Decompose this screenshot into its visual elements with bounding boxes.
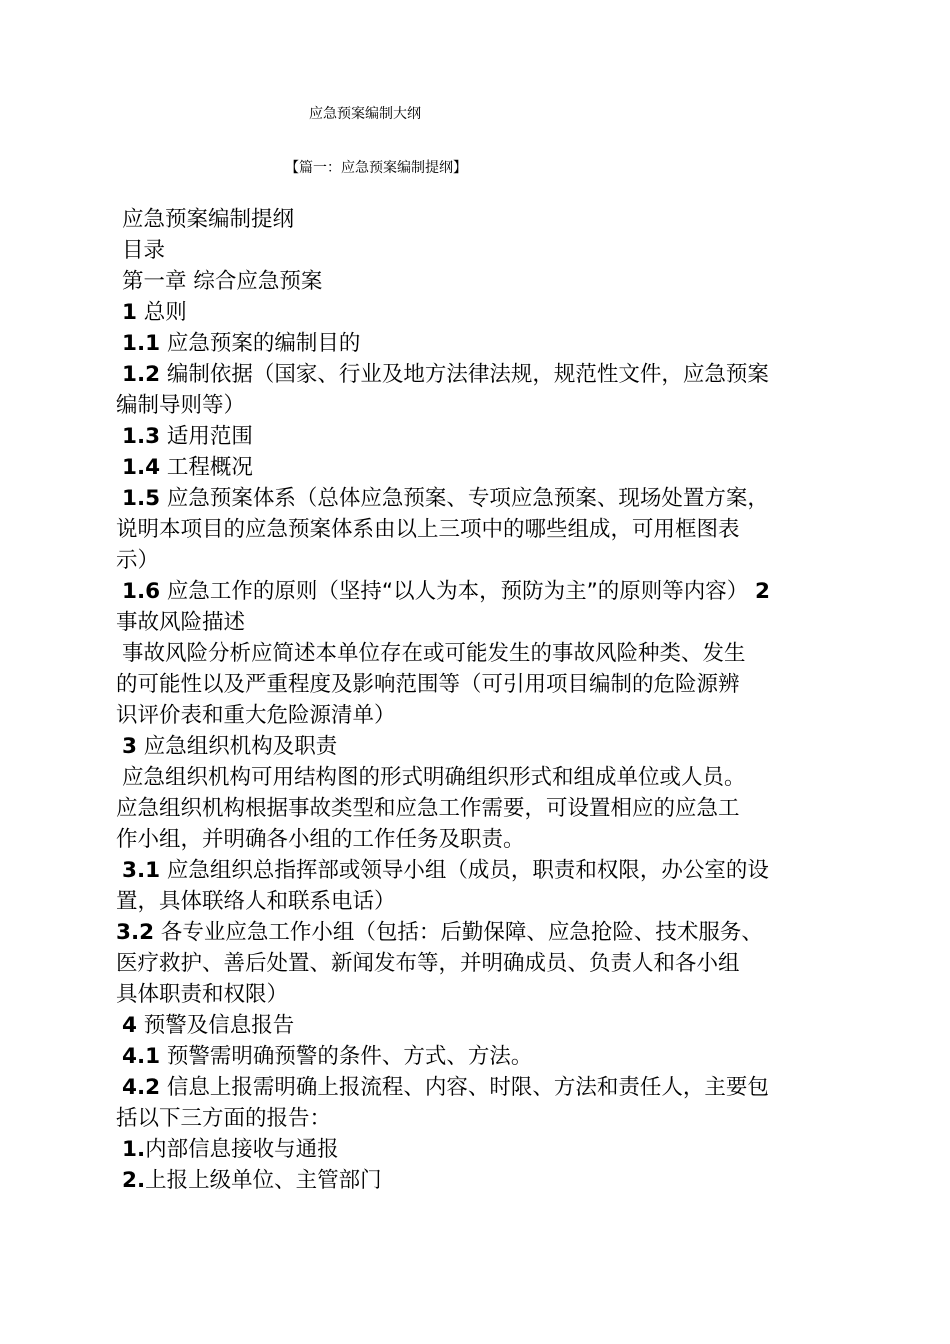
line-text: 目录 bbox=[122, 238, 166, 263]
section-number: 1.3 bbox=[122, 424, 161, 449]
body-line bbox=[116, 545, 838, 576]
body-line bbox=[116, 514, 838, 545]
body-line bbox=[116, 762, 838, 793]
line-text: 识评价表和重大危险源清单） bbox=[116, 703, 396, 728]
section-number: 1 bbox=[122, 300, 137, 325]
body-line bbox=[116, 731, 838, 762]
body-line bbox=[116, 669, 838, 700]
line-text: 应急预案编制提纲 bbox=[122, 207, 295, 232]
line-text: 括以下三方面的报告： bbox=[116, 1106, 332, 1131]
line-text: 内部信息接收与通报 bbox=[145, 1137, 339, 1162]
line-text: 应急组织总指挥部或领导小组（成员，职责和权限，办公室的设 bbox=[160, 858, 769, 883]
body-line bbox=[116, 1072, 838, 1103]
section-number: 3.2 bbox=[116, 920, 155, 945]
line-text: 上报上级单位、主管部门 bbox=[145, 1168, 382, 1193]
section-number: 1.5 bbox=[122, 486, 161, 511]
body-line bbox=[116, 1041, 838, 1072]
body-line bbox=[116, 793, 838, 824]
section-number: 1.4 bbox=[122, 455, 161, 480]
body-line bbox=[116, 390, 838, 421]
body-line bbox=[116, 917, 838, 948]
line-text: 信息上报需明确上报流程、内容、时限、方法和责任人，主要包 bbox=[160, 1075, 769, 1100]
body-line bbox=[116, 359, 838, 390]
body-line bbox=[116, 824, 838, 855]
line-text: 应急预案的编制目的 bbox=[160, 331, 361, 356]
section-number: 2. bbox=[122, 1168, 146, 1193]
section-number: 3.1 bbox=[122, 858, 161, 883]
body-line bbox=[116, 328, 838, 359]
body-line bbox=[116, 1134, 838, 1165]
line-text: 示） bbox=[116, 548, 160, 573]
body-line bbox=[116, 576, 838, 607]
body-line bbox=[116, 886, 838, 917]
body-line bbox=[116, 204, 838, 235]
line-text: 预警及信息报告 bbox=[136, 1013, 295, 1038]
line-text: 的可能性以及严重程度及影响范围等（可引用项目编制的危险源辨 bbox=[116, 672, 740, 697]
body-line bbox=[116, 1165, 838, 1196]
section-number: 4.1 bbox=[122, 1044, 161, 1069]
line-text: 第一章 综合应急预案 bbox=[122, 269, 323, 294]
line-text: 置，具体联络人和联系电话） bbox=[116, 889, 396, 914]
section-number: 2 bbox=[755, 579, 771, 604]
line-text: 总则 bbox=[136, 300, 187, 325]
line-text: 预警需明确预警的条件、方式、方法。 bbox=[160, 1044, 533, 1069]
document-subtitle: 【篇一：应急预案编制提纲】 bbox=[285, 160, 467, 176]
section-number: 1.6 bbox=[122, 579, 161, 604]
body-line bbox=[116, 421, 838, 452]
line-text: 说明本项目的应急预案体系由以上三项中的哪些组成，可用框图表 bbox=[116, 517, 740, 542]
line-text: 适用范围 bbox=[160, 424, 253, 449]
line-text: 应急组织机构根据事故类型和应急工作需要，可设置相应的应急工 bbox=[116, 796, 740, 821]
body-line bbox=[116, 297, 838, 328]
body-line bbox=[116, 266, 838, 297]
line-text: 具体职责和权限） bbox=[116, 982, 289, 1007]
body-line bbox=[116, 638, 838, 669]
section-number: 4.2 bbox=[122, 1075, 161, 1100]
body-line bbox=[116, 1010, 838, 1041]
line-text: 编制依据（国家、行业及地方法律法规，规范性文件，应急预案 bbox=[160, 362, 769, 387]
line-text: 应急工作的原则（坚持“以人为本，预防为主”的原则等内容） bbox=[160, 579, 756, 604]
line-text: 各专业应急工作小组（包括：后勤保障、应急抢险、技术服务、 bbox=[154, 920, 763, 945]
body-line bbox=[116, 235, 838, 266]
line-text: 医疗救护、善后处置、新闻发布等，并明确成员、负责人和各小组 bbox=[116, 951, 740, 976]
line-text: 工程概况 bbox=[160, 455, 253, 480]
body-line bbox=[116, 948, 838, 979]
body-line bbox=[116, 607, 838, 638]
section-number: 1.2 bbox=[122, 362, 161, 387]
body-line bbox=[116, 855, 838, 886]
line-text: 应急组织机构可用结构图的形式明确组织形式和组成单位或人员。 bbox=[122, 765, 746, 790]
section-number: 1. bbox=[122, 1137, 146, 1162]
body-line bbox=[116, 1103, 838, 1134]
line-text: 事故风险描述 bbox=[116, 610, 246, 635]
body-line bbox=[116, 979, 838, 1010]
line-text: 事故风险分析应简述本单位存在或可能发生的事故风险种类、发生 bbox=[122, 641, 746, 666]
line-text: 作小组，并明确各小组的工作任务及职责。 bbox=[116, 827, 525, 852]
section-number: 3 bbox=[122, 734, 137, 759]
line-text: 应急预案体系（总体应急预案、专项应急预案、现场处置方案， bbox=[160, 486, 769, 511]
section-number: 1.1 bbox=[122, 331, 161, 356]
body-line bbox=[116, 452, 838, 483]
document-title: 应急预案编制大纲 bbox=[309, 106, 421, 122]
body-line bbox=[116, 483, 838, 514]
line-text: 应急组织机构及职责 bbox=[136, 734, 338, 759]
section-number: 4 bbox=[122, 1013, 137, 1038]
line-text: 编制导则等） bbox=[116, 393, 246, 418]
body-line bbox=[116, 700, 838, 731]
document-body bbox=[116, 204, 838, 1196]
